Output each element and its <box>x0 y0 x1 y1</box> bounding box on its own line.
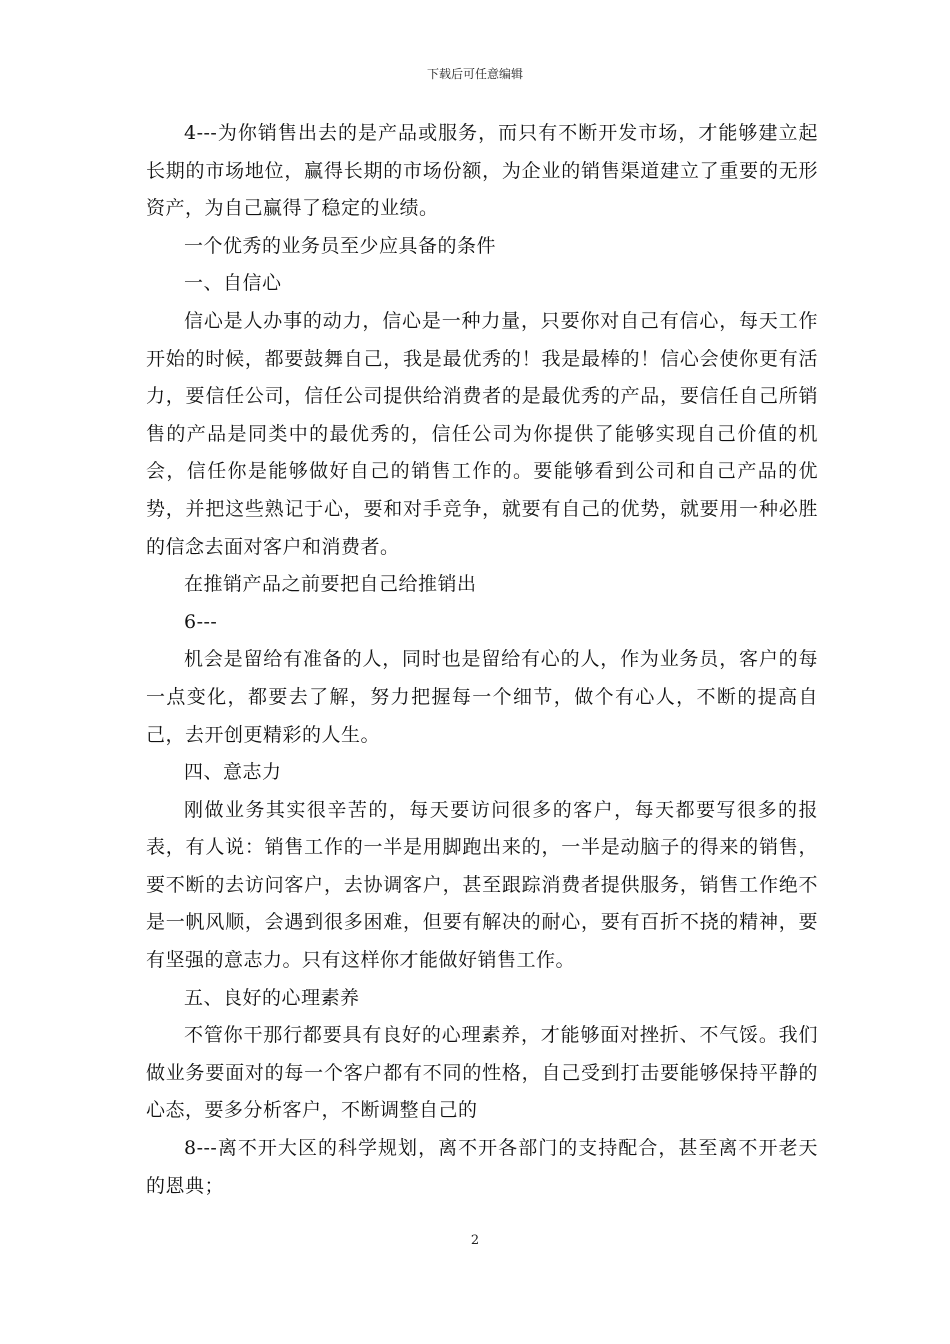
section-heading-confidence: 一、自信心 <box>184 272 282 295</box>
paragraph-opportunity: 机会是留给有准备的人，同时也是留给有心的人，作为业务员，客户的每一点变化，都要去了解，努力把握每一个细节，做个有心人，不断的提高自己，去开创更精彩的人生。 <box>146 648 818 746</box>
paragraph-psychology: 不管你干那行都要具有良好的心理素养，才能够面对挫折、不气馁。我们做业务要面对的每一个客户都有不同的性格，自己受到打击要能够保持平静的心态，要多分析客户，不断调整自己的 <box>146 1024 818 1122</box>
paragraph-sell-yourself: 在推销产品之前要把自己给推销出 <box>184 573 477 596</box>
paragraph-item-8: 8---离不开大区的科学规划，离不开各部门的支持配合，甚至离不开老天的恩典； <box>146 1137 818 1197</box>
section-heading-willpower: 四、意志力 <box>184 761 282 784</box>
paragraph-salesperson-conditions-heading: 一个优秀的业务员至少应具备的条件 <box>184 234 497 257</box>
page-header: 下载后可任意编辑 <box>426 67 523 81</box>
page-number: 2 <box>470 1233 480 1248</box>
paragraph-market-development: 4---为你销售出去的是产品或服务，而只有不断开发市场，才能够建立起长期的市场地位，赢得长期的市场份额，为企业的销售渠道建立了重要的无形资产，为自己赢得了稳定的业绩。 <box>146 122 818 220</box>
section-heading-psychology: 五、良好的心理素养 <box>184 986 360 1009</box>
paragraph-item-6: 6--- <box>184 610 218 633</box>
paragraph-willpower: 刚做业务其实很辛苦的，每天要访问很多的客户，每天都要写很多的报表，有人说：销售工作的一半是用脚跑出来的，一半是动脑子的得来的销售，要不断的去访问客户，去协调客户，甚至跟踪消费者提供服务，销售工作绝不是一帆风顺，会遇到很多困难，但要有解决的耐心，要有百折不挠的精神，要有坚强的意志力。只有这样你才能做好销售工作。 <box>146 798 818 972</box>
paragraph-confidence: 信心是人办事的动力，信心是一种力量，只要你对自己有信心，每天工作开始的时候，都要鼓舞自己，我是最优秀的！我是最棒的！信心会使你更有活力，要信任公司，信任公司提供给消费者的是最优秀的产品，要信任自己所销售的产品是同类中的最优秀的，信任公司为你提供了能够实现自己价值的机会，信任你是能够做好自己的销售工作的。要能够看到公司和自己产品的优势，并把这些熟记于心，要和对手竞争，就要有自己的优势，就要用一种必胜的信念去面对客户和消费者。 <box>146 309 818 558</box>
document-body <box>146 115 818 1205</box>
